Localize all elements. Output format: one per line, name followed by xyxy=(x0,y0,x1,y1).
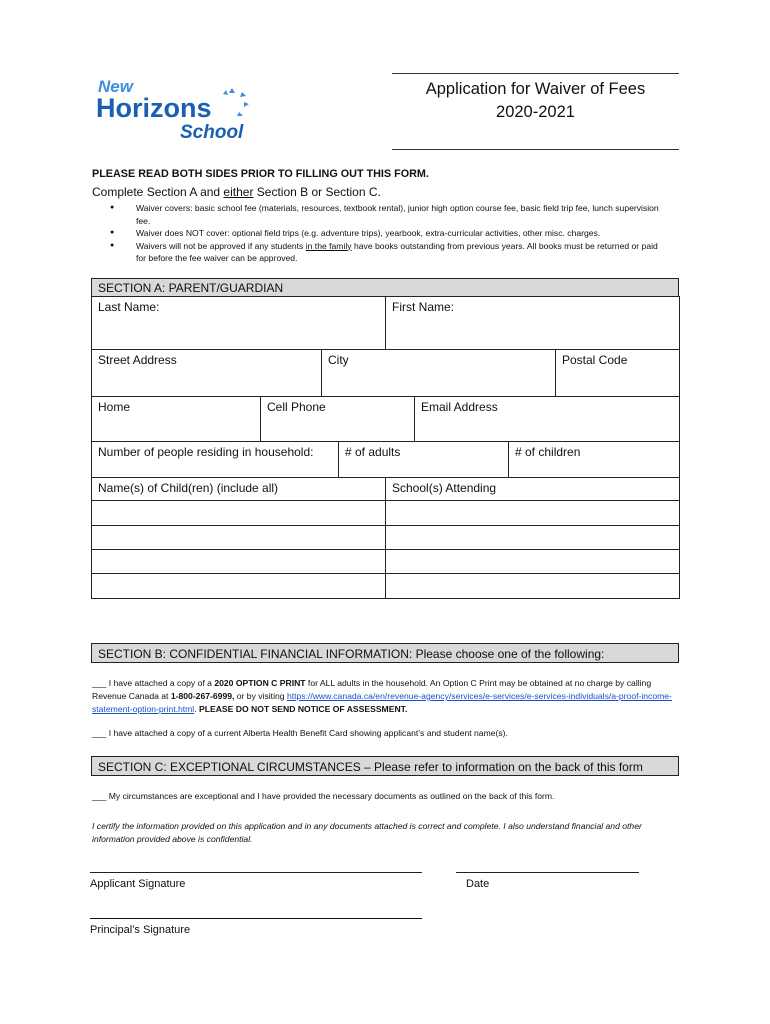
option-c-print-statement xyxy=(92,677,672,716)
first-name-label: First Name: xyxy=(392,300,455,314)
sun-icon xyxy=(223,88,249,116)
section-a-phone-row xyxy=(91,396,680,442)
home-phone-label: Home xyxy=(98,400,131,414)
school-input[interactable] xyxy=(386,526,680,550)
date-line[interactable] xyxy=(456,872,639,873)
applicant-signature-label: Applicant Signature xyxy=(90,878,186,890)
city-label: City xyxy=(328,353,349,367)
instruction-bullets xyxy=(110,202,670,265)
postal-code-label: Postal Code xyxy=(562,353,628,367)
cell-phone-label: Cell Phone xyxy=(267,400,326,414)
form-title-line1: Application for Waiver of Fees xyxy=(425,80,646,98)
option-c-print-link[interactable]: https://www.canada.ca/en/revenue-agency/services/e-services/e-services-individuals/a-proof-income-statement-option-print.html xyxy=(92,691,672,714)
adults-count-field[interactable] xyxy=(339,442,509,478)
email-address-field[interactable] xyxy=(415,397,680,442)
title-top-rule xyxy=(392,73,679,74)
instr-either: either xyxy=(223,185,254,199)
household-count-label-cell xyxy=(92,442,339,478)
opt1-text-d: . xyxy=(194,704,199,714)
no-notice-of-assessment: PLEASE DO NOT SEND NOTICE OF ASSESSMENT. xyxy=(199,704,408,714)
school-input[interactable] xyxy=(386,550,680,574)
table-row xyxy=(92,501,680,526)
read-both-sides-notice: PLEASE READ BOTH SIDES PRIOR TO FILLING OUT THIS FORM. xyxy=(92,168,429,180)
opt1-option-c: 2020 OPTION C PRINT xyxy=(214,678,306,688)
cell-phone-field[interactable] xyxy=(261,397,415,442)
instr-suffix: Section B or Section C. xyxy=(253,185,381,199)
children-schools-table xyxy=(91,477,680,599)
first-name-field[interactable] xyxy=(386,297,680,350)
bullet3-prefix: Waivers will not be approved if any students xyxy=(136,240,306,251)
certification-statement: I certify the information provided on this application and in any documents attached is correct and complete. I also understand financial and other information provided above is confidential. xyxy=(92,821,642,844)
street-address-field[interactable] xyxy=(92,350,322,397)
logo-text-horizons: Horizons xyxy=(96,93,212,123)
principal-signature-line[interactable] xyxy=(90,918,422,919)
opt1-text-a: I have attached a copy of a xyxy=(106,678,215,688)
child-names-label: Name(s) of Child(ren) (include all) xyxy=(98,481,279,495)
email-address-label: Email Address xyxy=(421,400,498,414)
bullet-books-outstanding xyxy=(110,240,670,265)
child-name-input[interactable] xyxy=(92,574,386,599)
section-a-name-row xyxy=(91,296,680,350)
section-a-address-row xyxy=(91,349,680,397)
table-row xyxy=(92,574,680,599)
revenue-canada-phone: 1-800-267-6999, xyxy=(170,691,235,701)
bullet3-suffix: have books outstanding from previous years. All books must be returned or paid for before the fee waiver can be approved. xyxy=(136,240,658,263)
last-name-field[interactable] xyxy=(92,297,386,350)
section-a-household-row xyxy=(91,441,680,478)
opt1-text-c: or by visiting xyxy=(234,691,287,701)
logo-text-school: School xyxy=(180,122,244,142)
postal-code-field[interactable] xyxy=(556,350,680,397)
bullet-waiver-covers: ● Waiver covers: basic school fee (materials, resources, textbook rental), junior high option course fee, basic field trip fee, lunch supervision fee. xyxy=(110,202,670,227)
city-field[interactable] xyxy=(322,350,556,397)
school-input[interactable] xyxy=(386,574,680,599)
section-a-heading: SECTION A: PARENT/GUARDIAN xyxy=(91,278,679,296)
new-horizons-school-logo xyxy=(96,74,256,142)
street-address-label: Street Address xyxy=(98,353,177,367)
bullet-waiver-not-cover: ● Waiver does NOT cover: optional field trips (e.g. adventure trips), yearbook, extra-curricular activities, other misc. charges. xyxy=(110,227,670,240)
instr-prefix: Complete Section A and xyxy=(92,185,224,199)
children-label: # of children xyxy=(515,445,581,459)
household-label: Number of people residing in household: xyxy=(98,445,314,459)
child-names-header xyxy=(92,478,386,501)
health-benefit-card-statement[interactable]: ___ I have attached a copy of a current Alberta Health Benefit Card showing applicant’s and student name(s). xyxy=(92,728,508,738)
applicant-signature-line[interactable] xyxy=(90,872,422,873)
table-row xyxy=(92,526,680,550)
form-title-year: 2020-2021 xyxy=(496,103,575,121)
last-name-label: Last Name: xyxy=(98,300,160,314)
form-title xyxy=(392,78,679,124)
schools-attending-header xyxy=(386,478,680,501)
section-b-heading: SECTION B: CONFIDENTIAL FINANCIAL INFORMATION: Please choose one of the following: xyxy=(91,643,679,663)
bullet3-in-the-family: in the family xyxy=(305,240,352,251)
option-c-checkbox-blank[interactable]: ___ xyxy=(92,678,107,688)
child-name-input[interactable] xyxy=(92,501,386,526)
home-phone-field[interactable] xyxy=(92,397,261,442)
title-bottom-rule xyxy=(392,149,679,150)
principal-signature-label: Principal’s Signature xyxy=(90,924,191,936)
table-row xyxy=(92,550,680,574)
exceptional-circumstances-statement[interactable]: ___ My circumstances are exceptional and I have provided the necessary documents as outlined on the back of this form. xyxy=(92,791,555,801)
section-c-heading: SECTION C: EXCEPTIONAL CIRCUMSTANCES – Please refer to information on the back of this form xyxy=(91,756,679,776)
child-name-input[interactable] xyxy=(92,526,386,550)
adults-label: # of adults xyxy=(345,445,401,459)
schools-attending-label: School(s) Attending xyxy=(392,481,497,495)
child-name-input[interactable] xyxy=(92,550,386,574)
children-count-field[interactable] xyxy=(509,442,680,478)
complete-sections-instruction xyxy=(92,185,381,199)
school-input[interactable] xyxy=(386,501,680,526)
logo-text-new: New xyxy=(98,77,133,96)
opt1-text-b: for ALL adults in the household. An Option C Print may be obtained at no charge by calling Revenue Canada at xyxy=(92,678,652,701)
date-label: Date xyxy=(466,878,490,890)
